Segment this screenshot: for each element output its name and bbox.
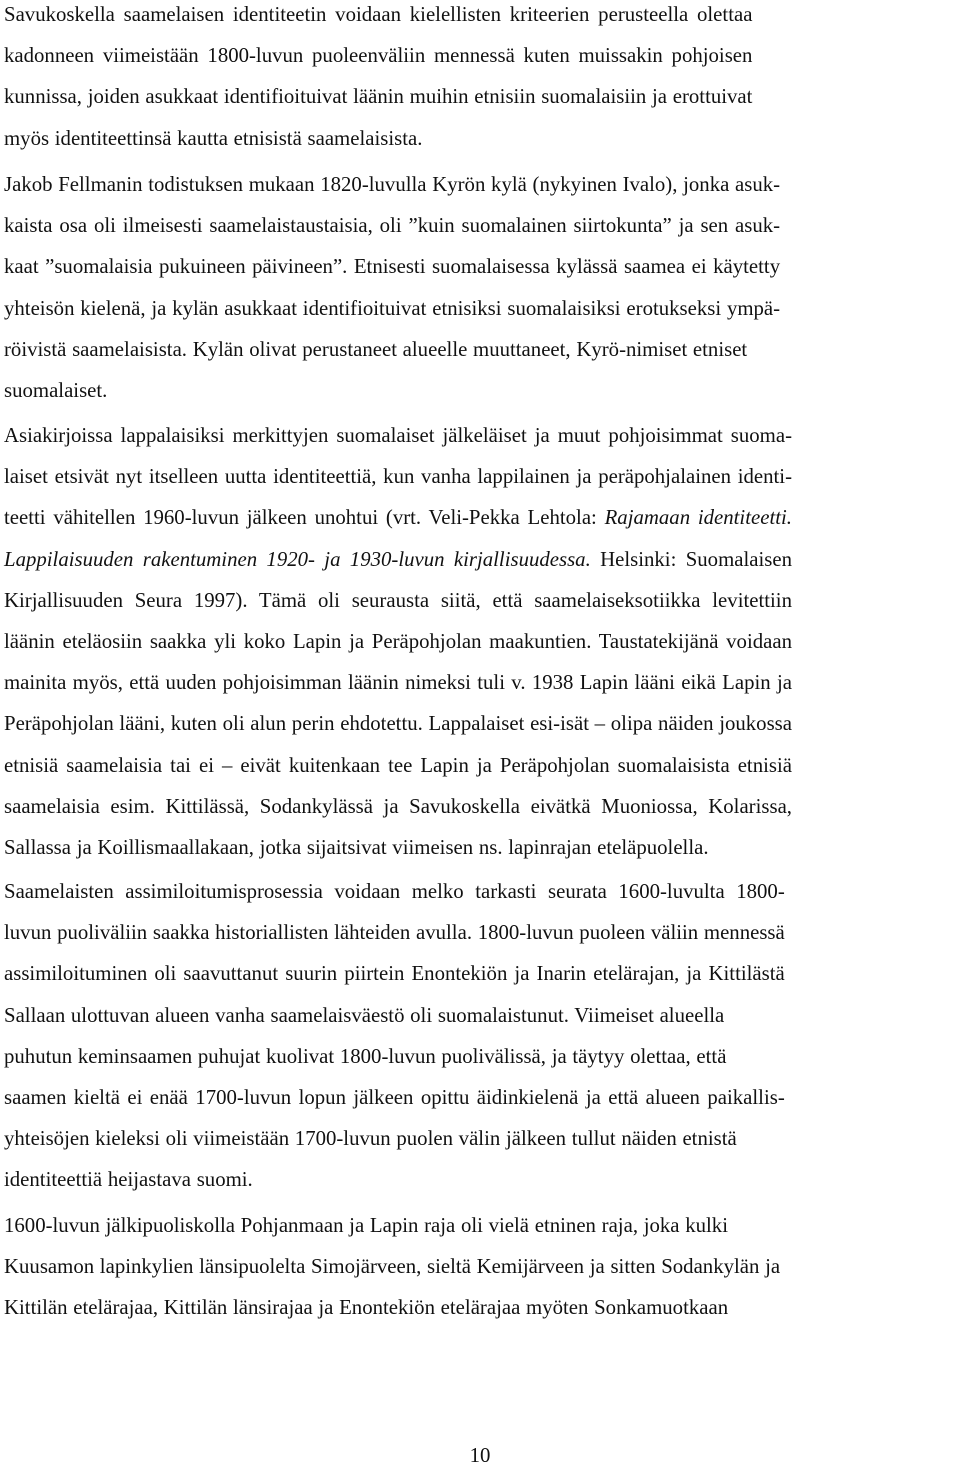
text-line: myös identiteettinsä kautta etnisistä saamelaisista. — [4, 126, 423, 150]
text-line: mainita myös, että uuden pohjoisimman läänin nimeksi tuli v. 1938 Lapin lääni eikä Lapin ja — [4, 671, 792, 695]
text-line: Kuusamon lapinkylien länsipuolelta Simojärveen, sieltä Kemijärveen ja sitten Sodankylän ja — [4, 1255, 781, 1279]
text-line — [4, 497, 792, 538]
text-line: Sallassa ja Koillismaallakaan, jotka sijaitsivat viimeisen ns. lapinrajan eteläpuolella. — [4, 836, 709, 860]
text-line: Savukoskella saamelaisen identiteetin voidaan kielellisten kriteerien perusteella olettaa — [4, 3, 753, 26]
text-line: Kirjallisuuden Seura 1997). Tämä oli seurausta siitä, että saamelaiseksotiikka levitettiin — [4, 588, 792, 612]
book-subtitle-italic: Lappilaisuuden rakentuminen 1920- ja 1930-luvun kirjallisuudessa. — [4, 547, 591, 571]
text-line: Saamelaisten assimiloitumisprosessia voidaan melko tarkasti seurata 1600-luvulta 1800- — [4, 880, 785, 903]
text-line: Peräpohjolan lääni, kuten oli alun perin ehdotettu. Lappalaiset esi-isät – olipa näiden joukossa — [4, 712, 792, 736]
text-line: Jakob Fellmanin todistuksen mukaan 1820-luvulla Kyrön kylä (nykyinen Ivalo), jonka asuk- — [4, 173, 781, 196]
text-line: kunnissa, joiden asukkaat identifioituivat läänin muihin etnisiin suomalaisiin ja erottuivat — [4, 85, 753, 109]
paragraph-2 — [4, 164, 780, 411]
paragraph-4 — [4, 871, 785, 1201]
text-line: läänin eteläosiin saakka yli koko Lapin ja Peräpohjolan maakuntien. Taustatekijänä voidaan — [4, 630, 792, 654]
text-line: Sallaan ulottuvan alueen vanha saamelaisväestö oli suomalaistunut. Viimeiset alueella — [4, 1003, 725, 1027]
text-run: Helsinki: Suomalaisen — [590, 547, 792, 571]
text-line: Asiakirjoissa lappalaisiksi merkittyjen suomalaiset jälkeläiset ja muut pohjoisimmat suoma- — [4, 424, 792, 447]
text-line: kadonneen viimeistään 1800-luvun puoleenväliin mennessä kuten muissakin pohjoisen — [4, 44, 753, 68]
paragraph-5 — [4, 1205, 780, 1329]
text-line — [4, 539, 792, 580]
text-line: Kittilän etelärajaa, Kittilän länsirajaa ja Enontekiön etelärajaa myöten Sonkamuotkaan — [4, 1296, 729, 1320]
text-line: kaat ”suomalaisia pukuineen päivineen”. Etnisesti suomalaisessa kylässä saamea ei käytetty — [4, 255, 781, 279]
text-line: kaista osa oli ilmeisesti saamelaistaustaisia, oli ”kuin suomalainen siirtokunta” ja sen asuk- — [4, 214, 781, 238]
text-line: röivistä saamelaisista. Kylän olivat perustaneet alueelle muuttaneet, Kyrö-nimiset etniset — [4, 337, 748, 361]
text-run: teetti vähitellen 1960-luvun jälkeen unohtui (vrt. Veli-Pekka Lehtola: — [4, 506, 605, 530]
text-line: etnisiä saamelaisia tai ei – eivät kuitenkaan tee Lapin ja Peräpohjolan suomalaisista etnisiä — [4, 753, 792, 777]
text-line: assimiloituminen oli saavuttanut suurin piirtein Enontekiön ja Inarin etelärajan, ja Kittilästä — [4, 962, 785, 986]
text-line: saamen kieltä ei enää 1700-luvun lopun jälkeen opittu äidinkielenä ja että alueen paikallis- — [4, 1086, 785, 1110]
text-line: yhteisön kielenä, ja kylän asukkaat identifioituivat etnisiksi suomalaisiksi erotukseksi ympä- — [4, 296, 781, 320]
book-title-italic: Rajamaan identiteetti. — [604, 506, 792, 530]
paragraph-3 — [4, 415, 792, 868]
text-line: 1600-luvun jälkipuoliskolla Pohjanmaan ja Lapin raja oli vielä etninen raja, joka kulki — [4, 1214, 728, 1237]
text-line: yhteisöjen kieleksi oli viimeistään 1700-luvun puolen välin jälkeen tullut näiden etnistä — [4, 1127, 737, 1151]
text-line: saamelaisia esim. Kittilässä, Sodankylässä ja Savukoskella eivätkä Muoniossa, Kolarissa, — [4, 794, 792, 818]
text-line: puhutun keminsaamen puhujat kuolivat 1800-luvun puolivälissä, ja täytyy olettaa, että — [4, 1044, 727, 1068]
text-line: identiteettiä heijastava suomi. — [4, 1168, 253, 1192]
text-line: suomalaiset. — [4, 379, 108, 403]
text-line: luvun puoliväliin saakka historiallisten lähteiden avulla. 1800-luvun puoleen väliin mennessä — [4, 921, 785, 945]
paragraph-1 — [4, 0, 752, 159]
text-line: laiset etsivät nyt itselleen uutta identiteettiä, kun vanha lappilainen ja peräpohjalainen identi- — [4, 465, 792, 489]
page-number: 10 — [469, 1444, 491, 1467]
